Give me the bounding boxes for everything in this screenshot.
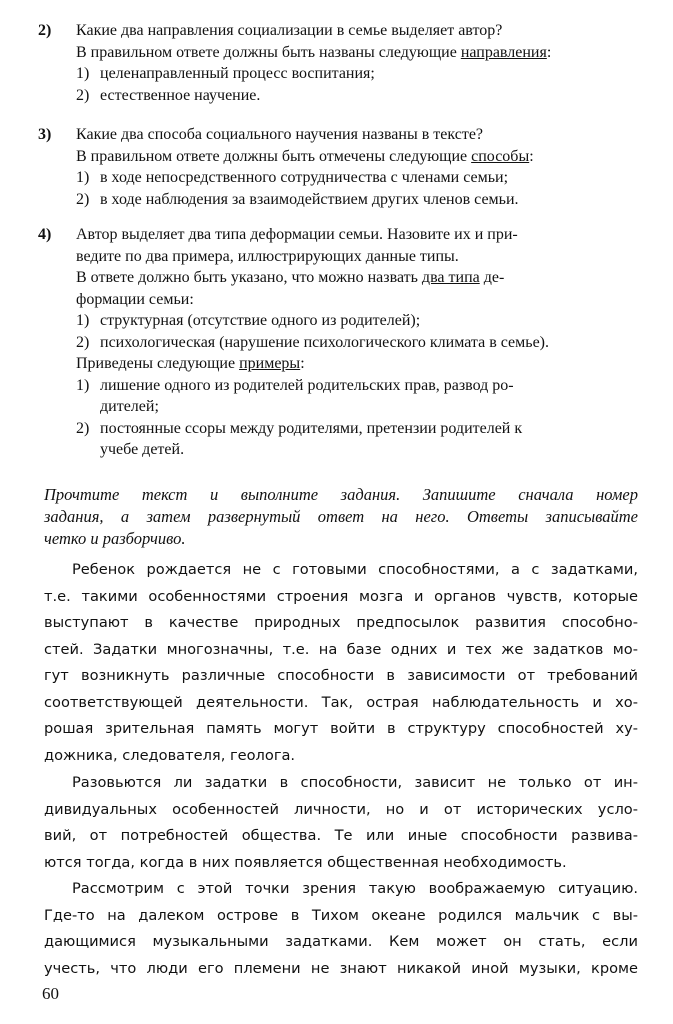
page-number: 60	[42, 984, 59, 1003]
question-number: 3)	[38, 126, 52, 143]
answer-item: 2) в ходе наблюдения за взаимодействием других членов семьи.	[76, 190, 519, 208]
question-number: 4)	[38, 226, 52, 243]
question-3	[38, 124, 638, 210]
answer-item: 1) структурная (отсутствие одного из родителей);	[76, 312, 421, 329]
answer-criterion: В правильном ответе должны быть названы следующие направления:	[76, 43, 552, 61]
examples-criterion: Приведены следующие примеры:	[76, 355, 305, 372]
answer-criterion: В правильном ответе должны быть отмечены следующие способы:	[76, 147, 534, 165]
criterion-keyword: примеры	[239, 355, 301, 372]
question-2	[38, 20, 638, 106]
answer-criterion-line: формации семьи:	[76, 290, 194, 308]
question-text-line: ведите по два примера, иллюстрирующих данные типы.	[76, 247, 459, 265]
criterion-keyword: способы	[471, 147, 530, 165]
task-instruction: Прочтите текст и выполните задания. Запишите сначала номер задания, а затем развернутый ответ на него. Ответы записывайте четко и разборчиво.	[44, 485, 638, 548]
question-text-line: Автор выделяет два типа деформации семьи. Назовите их и при-	[76, 226, 518, 243]
example-item: 2) постоянные ссоры между родителями, претензии родителей к	[76, 419, 523, 437]
example-item: 1) лишение одного из родителей родительских прав, развод ро-	[76, 376, 514, 394]
answer-item: 1) в ходе непосредственного сотрудничества с членами семьи;	[76, 169, 509, 186]
text-paragraph-2: Разовьются ли задатки в способности, зависит не только от ин- дивидуальных особенностей личности, но и от исторических усло- вий, от потребностей общества. Те или иные способности развива- ются тогда, когда в них появляется общественная необходимость.	[44, 774, 638, 871]
answer-item: 2) психологическая (нарушение психологического климата в семье).	[76, 333, 549, 351]
answer-item: 2) естественное научение.	[76, 86, 261, 104]
text-paragraph-1: Ребенок рождается не с готовыми способностями, а с задатками, т.е. такими особенностями строения мозга и органов чувств, которые выступают в качестве природных предпосылок развития способно- стей. Задатки многозначны, т.е. на базе одних и тех же задатков мо- гут возникнуть различные способности в зависимости от требований соответствующей деятельности. Так, острая наблюдательность и хо- рошая зрительная память могут войти в структуру способностей ху- дожника, следователя, геолога.	[44, 561, 638, 764]
answer-criterion: В ответе должно быть указано, что можно назвать два типа де-	[76, 269, 505, 286]
question-number: 2)	[38, 22, 52, 39]
criterion-keyword: два типа	[421, 269, 480, 286]
question-text: Какие два способа социального научения названы в тексте?	[76, 126, 484, 143]
answer-item: 1) целенаправленный процесс воспитания;	[76, 65, 375, 82]
criterion-keyword: направления	[460, 43, 547, 61]
text-paragraph-3: Рассмотрим с этой точки зрения такую воображаемую ситуацию. Где-то на далеком острове в Тихом океане родился мальчик с вы- дающимися музыкальными задатками. Кем может он стать, если учесть, что люди его племени не знают никакой иной музыки, кроме	[44, 880, 638, 977]
example-item-continuation: дителей;	[100, 398, 159, 415]
example-item-continuation: учебе детей.	[100, 441, 185, 458]
question-4	[38, 224, 638, 461]
question-text: Какие два направления социализации в семье выделяет автор?	[76, 22, 503, 39]
